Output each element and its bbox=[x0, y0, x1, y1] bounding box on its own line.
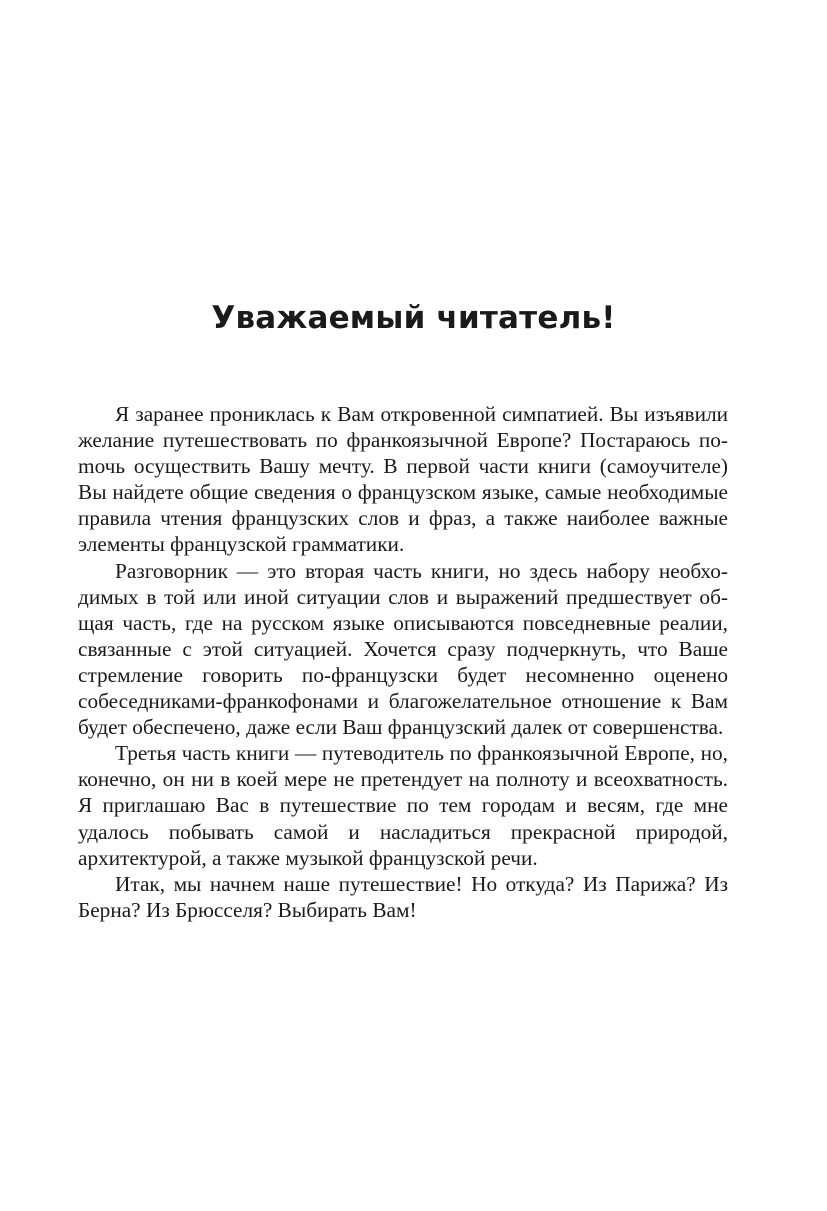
paragraph-1: Я заранее прониклась к Вам откровенной симпатией. Вы изъявили желание путешествовать по франкоязычной Европе? Постараюсь поmочь осуществить Вашу мечту. В первой части книги (самоучителе) Вы найдете общие сведения о французском языке, самые необходимые правила чтения французских слов и фраз, а также наиболее важные элементы французской грамматики. bbox=[78, 402, 728, 557]
page-heading: Уважаемый читатель! bbox=[211, 300, 616, 336]
paragraph-4: Итак, мы начнем наше путешествие! Но откуда? Из Парижа? Из Берна? Из Брюсселя? Выбирать Вам! bbox=[78, 871, 728, 922]
paragraph-3: Третья часть книги — путеводитель по франкоязычной Европе, но, конечно, он ни в коей мере не претендует на полноту и всеохватность. Я приглашаю Вас в путешествие по тем городам и весям, где мне удалось побывать самой и насладиться прекрасной природой, архитектурой, а также музыкой французской речи. bbox=[78, 741, 728, 870]
paragraph-2: Разговорник — это вторая часть книги, но здесь набору необходимых в той или иной ситуации слов и выражений предшествует общая часть, где на русском языке описываются повседневные реалии, связанные с этой ситуацией. Хочется сразу подчеркнуть, что Ваше стремление говорить по-французски будет несомненно оценено собеседниками-франкофонами и благожелательное отношение к Вам будет обеспечено, даже если Ваш французский далек от совершенства. bbox=[78, 558, 728, 740]
body-text bbox=[78, 401, 728, 923]
